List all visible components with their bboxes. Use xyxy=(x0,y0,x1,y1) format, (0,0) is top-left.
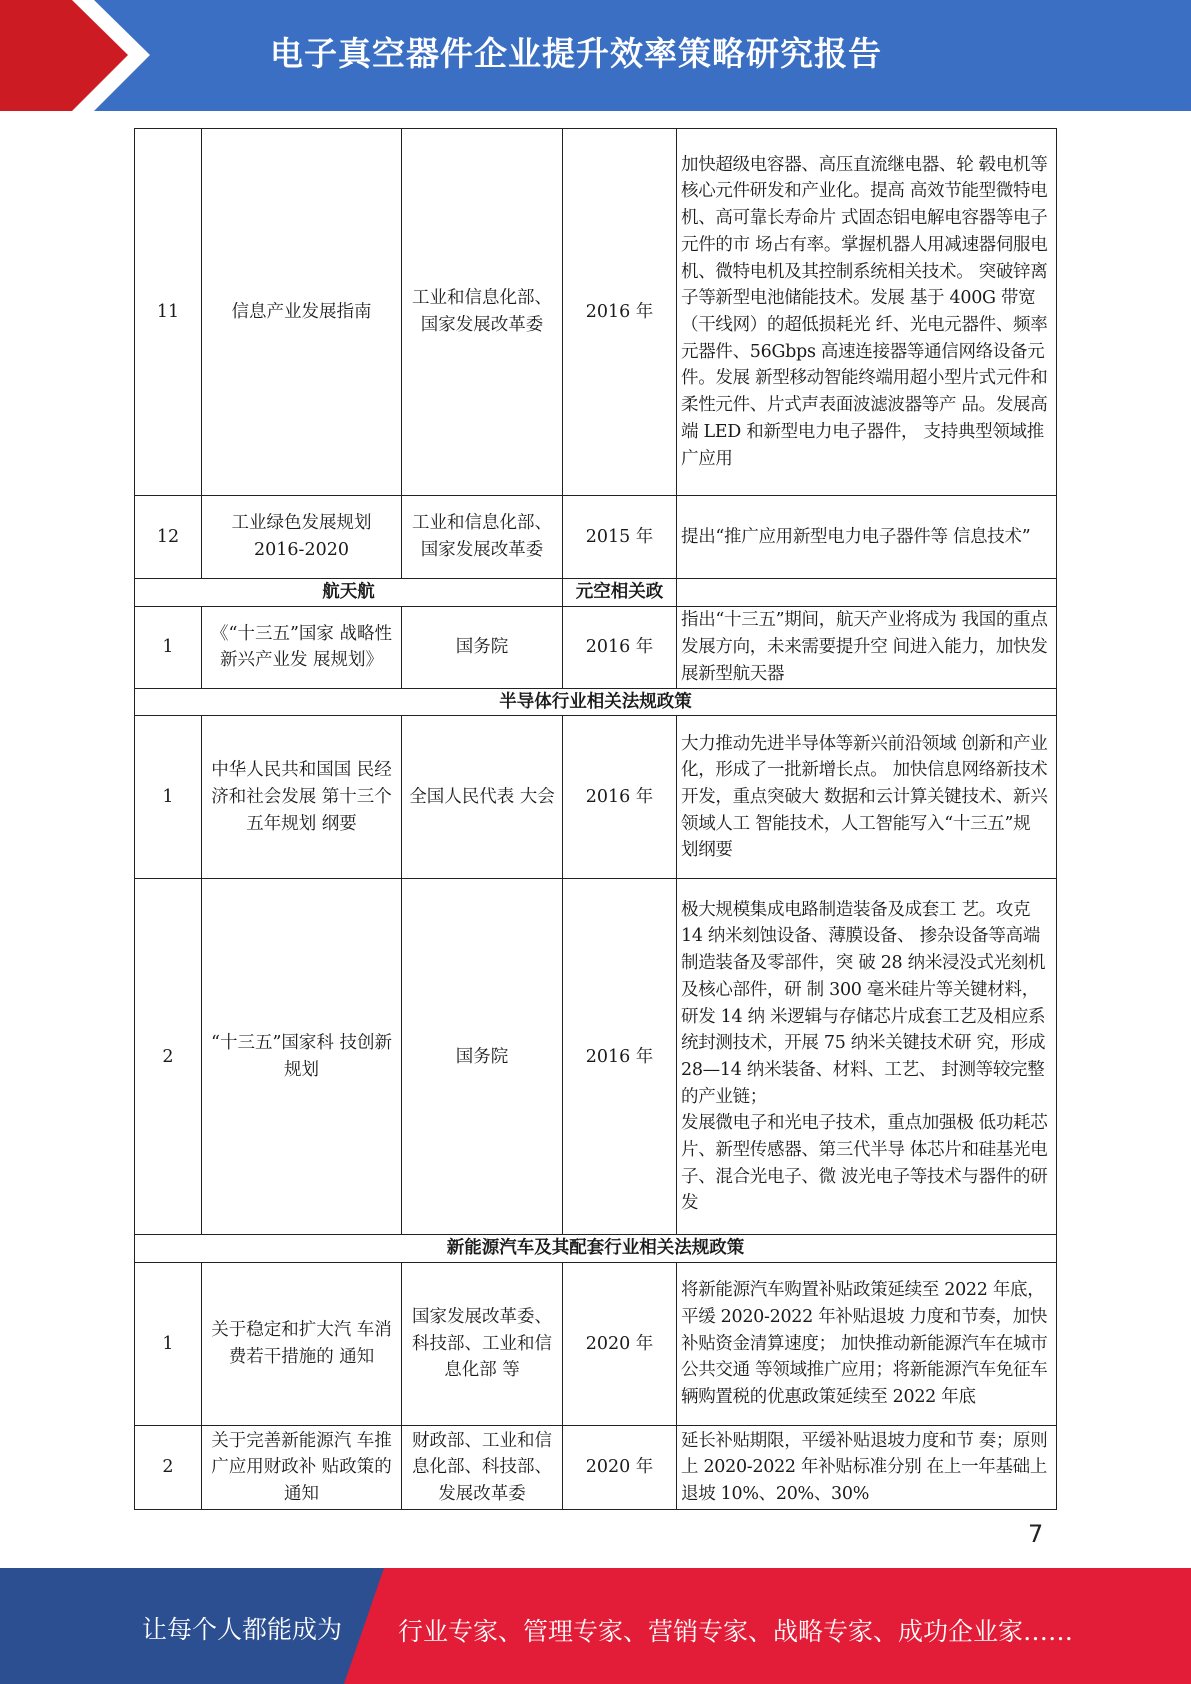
row-number: 1 xyxy=(135,606,202,688)
table-row xyxy=(135,1426,1057,1510)
table-row xyxy=(135,879,1057,1235)
policy-content: 提出“推广应用新型电力电子器件等 信息技术” xyxy=(677,496,1057,579)
section-header-aerospace xyxy=(135,579,1057,607)
section-label-right xyxy=(677,579,1057,607)
row-number: 2 xyxy=(135,879,202,1235)
issuing-dept: 工业和信息化部、国家发展改革委 xyxy=(402,496,563,579)
policy-name: 关于稳定和扩大汽 车消费若干措施的 通知 xyxy=(202,1263,402,1426)
policy-content: 延长补贴期限，平缓补贴退坡力度和节 奏；原则上 2020-2022 年补贴标准分别 在上一年基础上退坡 10%、20%、30% xyxy=(677,1426,1057,1510)
issuing-dept: 财政部、工业和信息化部、科技部、发展改革委 xyxy=(402,1426,563,1510)
section-title: 半导体行业相关法规政策 xyxy=(135,688,1057,716)
row-number: 1 xyxy=(135,1263,202,1426)
table-row xyxy=(135,1263,1057,1426)
row-number: 12 xyxy=(135,496,202,579)
issuing-dept: 国务院 xyxy=(402,606,563,688)
footer-slogan-left: 让每个人都能成为 xyxy=(142,1615,343,1644)
policy-name: 《“十三五”国家 战略性新兴产业发 展规划》 xyxy=(202,606,402,688)
issue-year: 2020 年 xyxy=(563,1263,677,1426)
issue-year: 2020 年 xyxy=(563,1426,677,1510)
table-row xyxy=(135,496,1057,579)
issuing-dept: 全国人民代表 大会 xyxy=(402,716,563,879)
header-band xyxy=(0,0,1191,111)
policy-name: 关于完善新能源汽 车推广应用财政补 贴政策的通知 xyxy=(202,1426,402,1510)
policy-content: 大力推动先进半导体等新兴前沿领域 创新和产业化，形成了一批新增长点。 加快信息网络新技术开发，重点突破大 数据和云计算关键技术、新兴领域人工 智能技术，人工智能写入“十三五”规 划纲要 xyxy=(677,716,1057,879)
policy-content xyxy=(677,879,1057,1235)
table-row xyxy=(135,716,1057,879)
issue-year: 2016 年 xyxy=(563,606,677,688)
section-header-semiconductor xyxy=(135,688,1057,716)
issuing-dept: 工业和信息化部、国家发展改革委 xyxy=(402,129,563,496)
section-label-left: 航天航 xyxy=(135,579,563,607)
page-number: 7 xyxy=(1028,1520,1044,1548)
policy-name: 中华人民共和国国 民经济和社会发展 第十三个五年规划 纲要 xyxy=(202,716,402,879)
policy-content: 加快超级电容器、高压直流继电器、轮 毂电机等核心元件研发和产业化。提高 高效节能型微特电机、高可靠长寿命片 式固态铝电解电容器等电子元件的市 场占有率。掌握机器人用减速器伺服电 机、微特电机及其控制系统相关技术。 突破锌离子等新型电池储能技术。发展 基于 400G 带宽（干线网）的超低损耗光 纤、光电元器件、频率元器件、56Gbps 高速连接器等通信网络设备元件。发展 新型移动智能终端用超小型片式元件和柔性元件、片式声表面波滤波器等产 品。发展高端 LED 和新型电力电子器件， 支持典型领域推广应用 xyxy=(677,129,1057,496)
issue-year: 2016 年 xyxy=(563,129,677,496)
issue-year: 2015 年 xyxy=(563,496,677,579)
issuing-dept: 国家发展改革委、科技部、工业和信息化部 等 xyxy=(402,1263,563,1426)
report-title: 电子真空器件企业提升效率策略研究报告 xyxy=(270,34,882,73)
footer-slogan-right: 行业专家、管理专家、营销专家、战略专家、成功企业家…… xyxy=(398,1617,1074,1646)
content-paragraph: 发展微电子和光电子技术，重点加强极 低功耗芯片、新型传感器、第三代半导 体芯片和硅基光电子、混合光电子、微 波光电子等技术与器件的研发 xyxy=(681,1113,1048,1214)
table-row xyxy=(135,129,1057,496)
row-number: 1 xyxy=(135,716,202,879)
content-paragraph: 极大规模集成电路制造装备及成套工 艺。攻克 14 纳米刻蚀设备、薄膜设备、 掺杂设备等高端制造装备及零部件，突 破 28 纳米浸没式光刻机及核心部件，研 制 300 毫米硅片等关键材料，研发 14 纳 米逻辑与存储芯片成套工艺及相应系 统封测技术，开展 75 纳米关键技术研 究，形成 28—14 纳米装备、材料、工艺、 封测等较完整的产业链； xyxy=(681,899,1046,1107)
issue-year: 2016 年 xyxy=(563,879,677,1235)
row-number: 11 xyxy=(135,129,202,496)
policy-content: 将新能源汽车购置补贴政策延续至 2022 年底，平缓 2020-2022 年补贴退坡 力度和节奏，加快补贴资金清算速度； 加快推动新能源汽车在城市公共交通 等领域推广应用；将新能源汽车免征车 辆购置税的优惠政策延续至 2022 年底 xyxy=(677,1263,1057,1426)
policy-content: 指出“十三五”期间，航天产业将成为 我国的重点发展方向，未来需要提升空 间进入能力，加快发展新型航天器 xyxy=(677,606,1057,688)
red-arrow-decoration xyxy=(0,0,160,111)
issue-year: 2016 年 xyxy=(563,716,677,879)
section-title: 新能源汽车及其配套行业相关法规政策 xyxy=(135,1235,1057,1263)
policy-table xyxy=(134,128,1057,1510)
table-row xyxy=(135,606,1057,688)
section-label-mid: 元空相关政 xyxy=(563,579,677,607)
policy-name: “十三五”国家科 技创新规划 xyxy=(202,879,402,1235)
section-header-new-energy-vehicles xyxy=(135,1235,1057,1263)
issuing-dept: 国务院 xyxy=(402,879,563,1235)
row-number: 2 xyxy=(135,1426,202,1510)
policy-name: 工业绿色发展规划 2016-2020 xyxy=(202,496,402,579)
policy-name: 信息产业发展指南 xyxy=(202,129,402,496)
